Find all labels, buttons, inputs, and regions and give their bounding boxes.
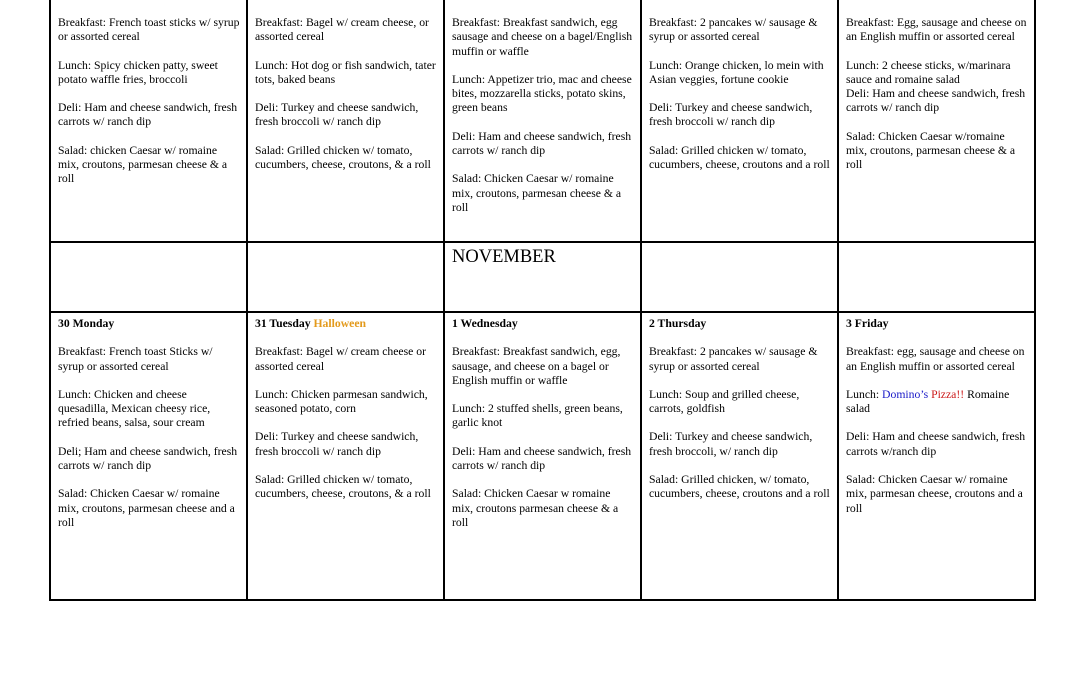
salad-entry: Salad: Chicken Caesar w romaine mix, croutons parmesan cheese & a roll bbox=[452, 487, 619, 529]
day-title: 2 Thursday bbox=[649, 317, 707, 330]
breakfast-entry: Breakfast: egg, sausage and cheese on an English muffin or assorted cereal bbox=[846, 345, 1025, 373]
day-cell-tuesday-w1 bbox=[247, 0, 444, 242]
day-cell-thursday-w2 bbox=[641, 312, 838, 600]
day-cell-friday-w1 bbox=[838, 0, 1035, 242]
day-title-text: 31 Tuesday bbox=[255, 317, 311, 330]
day-title: 1 Wednesday bbox=[452, 317, 518, 330]
month-label-cell bbox=[444, 242, 641, 312]
day-title bbox=[255, 317, 437, 331]
day-cell-thursday-w1 bbox=[641, 0, 838, 242]
deli-entry: Deli: Ham and cheese sandwich, fresh carrots w/ ranch dip bbox=[452, 444, 632, 473]
salad-entry: Salad: Grilled chicken w/ tomato, cucumbers, cheese, croutons, & a roll bbox=[255, 473, 431, 501]
breakfast-entry: Breakfast: Bagel w/ cream cheese, or assorted cereal bbox=[255, 16, 429, 44]
lunch-entry: Lunch: Appetizer trio, mac and cheese bites, mozzarella sticks, potato skins, green beans bbox=[452, 72, 632, 115]
divider-cell bbox=[838, 242, 1035, 312]
salad-entry: Salad: chicken Caesar w/ romaine mix, croutons, parmesan cheese & a roll bbox=[58, 143, 228, 186]
deli-entry: Deli; Ham and cheese sandwich, fresh carrots w/ ranch dip bbox=[58, 444, 238, 473]
lunch-entry: Lunch: 2 stuffed shells, green beans, garlic knot bbox=[452, 402, 623, 430]
breakfast-entry: Breakfast: French toast sticks w/ syrup or assorted cereal bbox=[58, 16, 240, 44]
lunch-entry: Lunch: Chicken parmesan sandwich, seasoned potato, corn bbox=[255, 387, 428, 416]
holiday-note: Halloween bbox=[313, 317, 367, 330]
lunch-entry: Lunch: Hot dog or fish sandwich, tater tots, baked beans bbox=[255, 58, 436, 86]
deli-entry: Deli: Turkey and cheese sandwich, fresh broccoli w/ ranch dip bbox=[255, 430, 419, 458]
lunch-entry: Lunch: Chicken and cheese quesadilla, Mexican cheesy rice, refried beans, salsa, sour cream bbox=[58, 387, 211, 430]
deli-entry: Deli: Turkey and cheese sandwich, fresh broccoli w/ ranch dip bbox=[649, 101, 813, 129]
lunch-entry: Lunch: 2 cheese sticks, w/marinara sauce and romaine salad bbox=[846, 58, 1011, 86]
breakfast-entry: Breakfast: Bagel w/ cream cheese or assorted cereal bbox=[255, 345, 427, 373]
lunch-entry: Lunch: Soup and grilled cheese, carrots, goldfish bbox=[649, 387, 800, 416]
day-title: 30 Monday bbox=[58, 317, 115, 330]
breakfast-entry: Breakfast: 2 pancakes w/ sausage & syrup or assorted cereal bbox=[649, 16, 818, 44]
salad-entry: Salad: Grilled chicken w/ tomato, cucumbers, cheese, croutons and a roll bbox=[649, 143, 830, 172]
divider-cell bbox=[641, 242, 838, 312]
breakfast-entry: Breakfast: Egg, sausage and cheese on an English muffin or assorted cereal bbox=[846, 16, 1027, 44]
lunch-entry: Lunch: Orange chicken, lo mein with Asian veggies, fortune cookie bbox=[649, 58, 824, 86]
breakfast-entry: Breakfast: Breakfast sandwich, egg, sausage, and cheese on a bagel or English muffin or waffle bbox=[452, 345, 621, 387]
lunch-prefix: Lunch: bbox=[846, 387, 883, 401]
salad-entry: Salad: Chicken Caesar w/ romaine mix, croutons, parmesan cheese & a roll bbox=[452, 172, 622, 214]
week-row-2 bbox=[50, 312, 1035, 600]
salad-entry: Salad: Grilled chicken, w/ tomato, cucumbers, cheese, croutons and a roll bbox=[649, 473, 830, 501]
day-cell-friday-w2 bbox=[838, 312, 1035, 600]
lunch-entry bbox=[846, 388, 1028, 417]
month-label: NOVEMBER bbox=[452, 247, 556, 267]
week-row-1 bbox=[50, 0, 1035, 242]
deli-entry: Deli: Ham and cheese sandwich, fresh carrots w/ranch dip bbox=[846, 430, 1026, 458]
day-cell-monday-w2 bbox=[50, 312, 247, 600]
deli-entry: Deli: Ham and cheese sandwich, fresh carrots w/ ranch dip bbox=[846, 87, 1026, 115]
day-cell-wednesday-w2 bbox=[444, 312, 641, 600]
deli-entry: Deli: Turkey and cheese sandwich, fresh broccoli, w/ ranch dip bbox=[649, 430, 813, 458]
lunch-suffix: Romaine salad bbox=[846, 387, 1010, 416]
day-cell-tuesday-w2 bbox=[247, 312, 444, 600]
divider-cell bbox=[50, 242, 247, 312]
deli-entry: Deli: Turkey and cheese sandwich, fresh broccoli w/ ranch dip bbox=[255, 101, 419, 129]
day-title: 3 Friday bbox=[846, 317, 889, 330]
salad-entry: Salad: Chicken Caesar w/romaine mix, croutons, parmesan cheese & a roll bbox=[846, 129, 1016, 172]
breakfast-entry: Breakfast: French toast Sticks w/ syrup or assorted cereal bbox=[58, 345, 213, 373]
deli-entry: Deli: Ham and cheese sandwich, fresh carrots w/ ranch dip bbox=[452, 129, 632, 158]
salad-entry: Salad: Chicken Caesar w/ romaine mix, croutons, parmesan cheese and a roll bbox=[58, 487, 235, 529]
divider-cell bbox=[247, 242, 444, 312]
month-divider-row bbox=[50, 242, 1035, 312]
day-cell-wednesday-w1 bbox=[444, 0, 641, 242]
deli-entry: Deli: Ham and cheese sandwich, fresh carrots w/ ranch dip bbox=[58, 101, 238, 129]
pizza-brand-text: Pizza!! bbox=[931, 387, 965, 401]
dominos-brand-text: Domino’s bbox=[882, 387, 929, 401]
lunch-entry: Lunch: Spicy chicken patty, sweet potato waffle fries, broccoli bbox=[58, 58, 218, 86]
breakfast-entry: Breakfast: Breakfast sandwich, egg sausage and cheese on a bagel/English muffin or waffle bbox=[452, 16, 633, 58]
day-cell-monday-w1 bbox=[50, 0, 247, 242]
lunch-menu-calendar bbox=[49, 0, 1036, 601]
salad-entry: Salad: Grilled chicken w/ tomato, cucumbers, cheese, croutons, & a roll bbox=[255, 143, 431, 172]
breakfast-entry: Breakfast: 2 pancakes w/ sausage & syrup or assorted cereal bbox=[649, 345, 818, 373]
salad-entry: Salad: Chicken Caesar w/ romaine mix, parmesan cheese, croutons and a roll bbox=[846, 473, 1023, 515]
